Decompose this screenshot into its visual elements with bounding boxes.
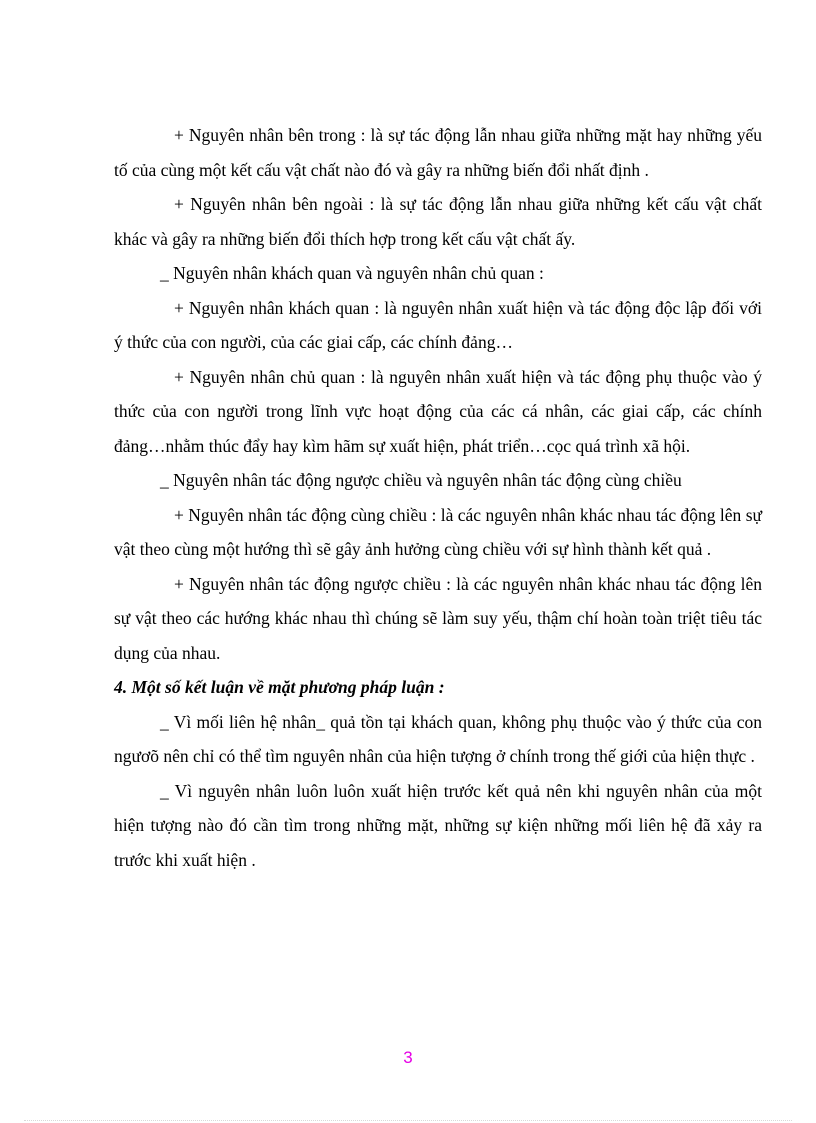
footer-divider xyxy=(24,1120,792,1121)
paragraph-objective-cause: + Nguyên nhân khách quan : là nguyên nhân xuất hiện và tác động độc lập đối với ý thức của con người, của các giai cấp, các chính đảng… xyxy=(114,297,762,352)
paragraph-direction-heading: _ Nguyên nhân tác động ngược chiều và nguyên nhân tác động cùng chiều xyxy=(160,470,682,490)
paragraph-subjective-cause: + Nguyên nhân chủ quan : là nguyên nhân xuất hiện và tác động phụ thuộc vào ý thức của con người trong lĩnh vực hoạt động của các cá nhân, các giai cấp, các chính đảng…nhằm thúc đẩy hay kìm hãm sự xuất hiện, phát triển…cọc quá trình xã hội. xyxy=(114,366,762,456)
paragraph-conclusion-2: _ Vì nguyên nhân luôn luôn xuất hiện trước kết quả nên khi nguyên nhân của một hiện tượng nào đó cần tìm trong những mặt, những sự kiện những mối liên hệ đã xảy ra trước khi xuất hiện . xyxy=(114,780,762,870)
paragraph-internal-cause: + Nguyên nhân bên trong : là sự tác động lẫn nhau giữa những mặt hay những yếu tố của cùng một kết cấu vật chất nào đó và gây ra những biến đổi nhất định . xyxy=(114,125,762,180)
paragraph-objective-subjective-heading: _ Nguyên nhân khách quan và nguyên nhân chủ quan : xyxy=(160,263,544,283)
document-body xyxy=(114,118,762,877)
paragraph-conclusion-1: _ Vì mối liên hệ nhân_ quả tồn tại khách quan, không phụ thuộc vào ý thức của con ngươõ nên chỉ có thể tìm nguyên nhân của hiện tượng ở chính trong thế giới của hiện thực . xyxy=(114,711,762,766)
section-heading-methodology: 4. Một số kết luận về mặt phương pháp luận : xyxy=(114,677,445,697)
paragraph-opposite-direction-cause: + Nguyên nhân tác động ngược chiều : là các nguyên nhân khác nhau tác động lên sự vật theo các hướng khác nhau thì chúng sẽ làm suy yếu, thậm chí hoàn toàn triệt tiêu tác dụng của nhau. xyxy=(114,573,762,663)
paragraph-same-direction-cause: + Nguyên nhân tác động cùng chiều : là các nguyên nhân khác nhau tác động lên sự vật theo cùng một hướng thì sẽ gây ảnh hưởng cùng chiều với sự hình thành kết quả . xyxy=(114,504,762,559)
page-number: 3 xyxy=(403,1048,413,1067)
paragraph-external-cause: + Nguyên nhân bên ngoài : là sự tác động lẫn nhau giữa những kết cấu vật chất khác và gây ra những biến đổi thích hợp trong kết cấu vật chất ấy. xyxy=(114,194,762,249)
